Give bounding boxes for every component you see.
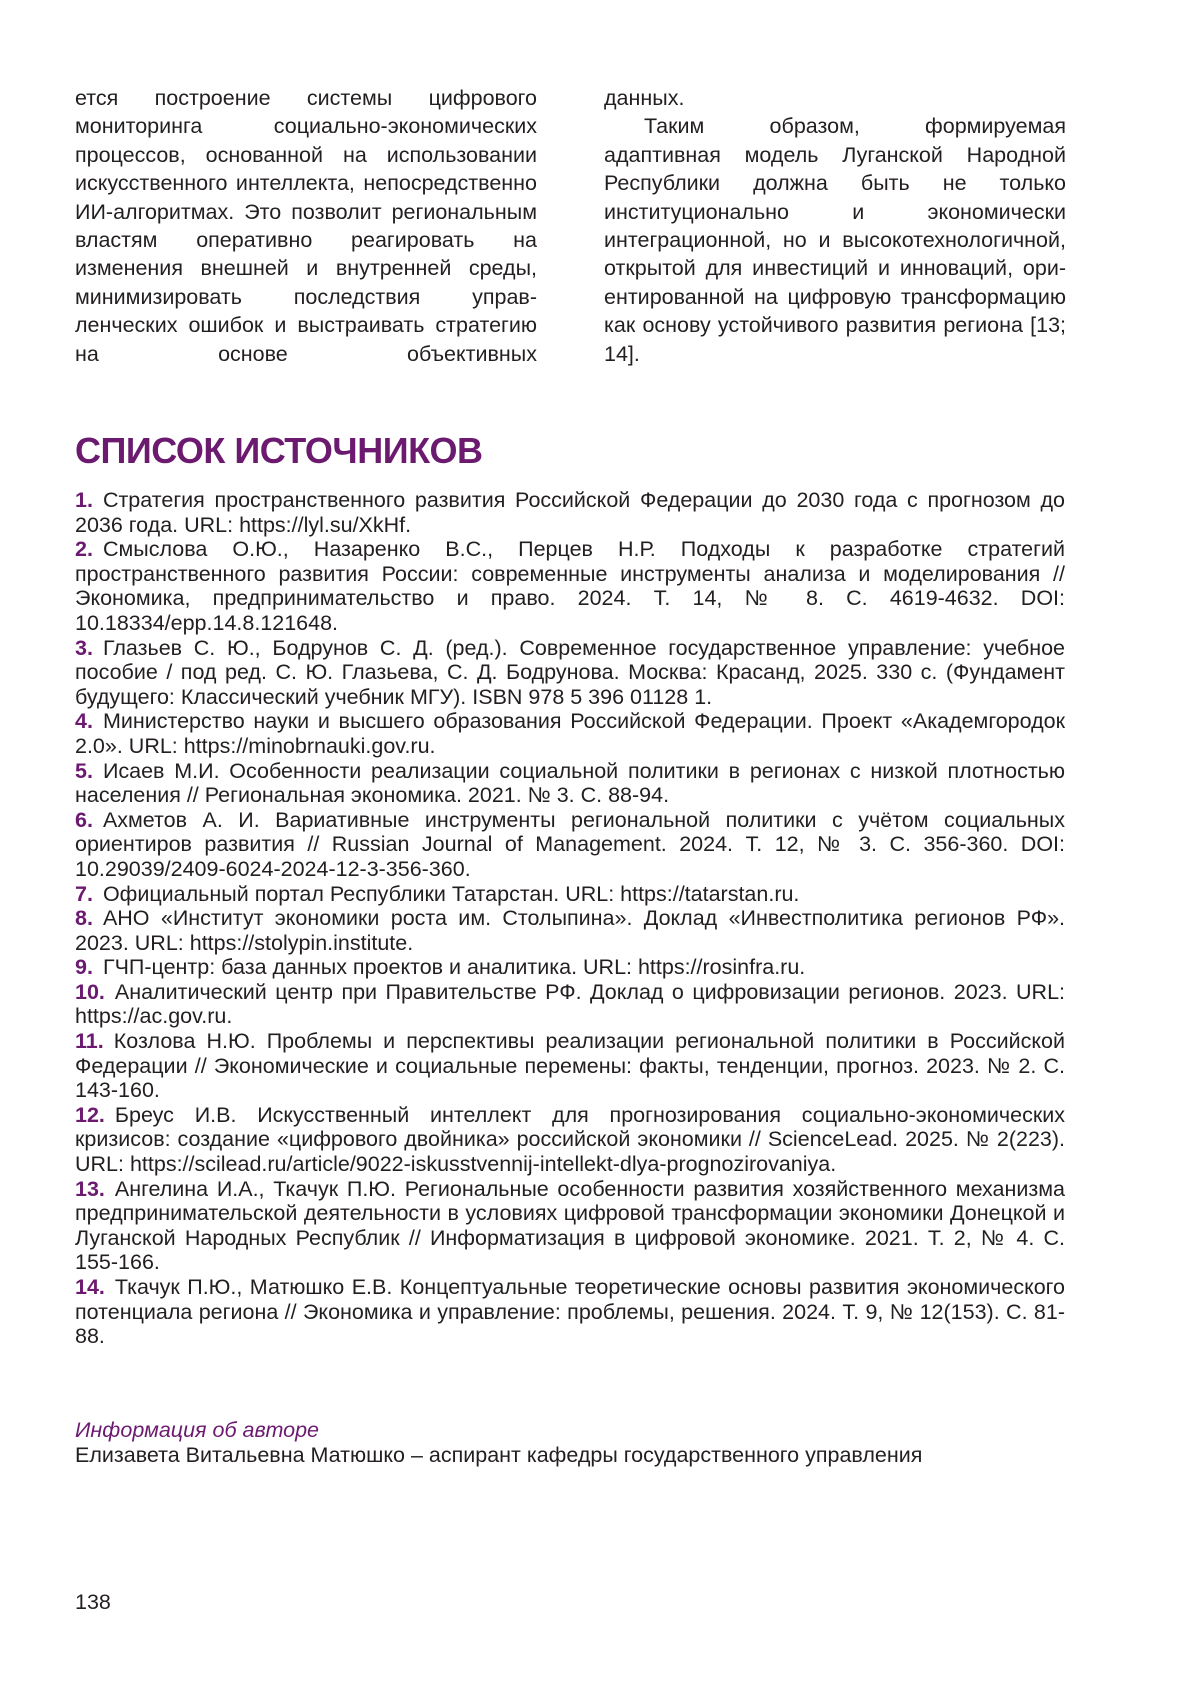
references-heading: СПИСОК ИСТОЧНИКОВ [75,430,483,471]
body-right-column [604,84,1066,368]
reference-item [75,537,1065,635]
reference-item [75,1177,1065,1275]
reference-number: 4. [75,709,93,734]
paragraph: Таким образом, формируемая адаптивная модель Луганской Народной Республики должна быть не только институционально и экономически интеграционной, но и высокотехнологичной, открытой для инвестиций и инноваций, ориентированной на цифровую трансформацию как основу устойчивого развития региона [13; 14]. [604,114,1066,366]
reference-text: Исаев М.И. Особенности реализации социальной политики в регионах с низкой плотностью населения // Региональная экономика. 2021. № 3. С. 88-94. [75,758,1065,808]
reference-number: 14. [75,1275,105,1299]
reference-item [75,906,1065,955]
reference-text: Бреус И.В. Искусственный интеллект для прогнозирования социально-экономических кризисов: создание «цифрового двойника» российской экономики // ScienceLead. 2025. № 2(223). URL: https://scilead.ru/article/9022-iskusstvennij-intellekt-dlya-prognozirovaniya. [75,1102,1065,1177]
reference-text: Стратегия пространственного развития Российской Федерации до 2030 года с прогнозом до 2036 года. URL: https://lyl.su/XkHf. [75,488,1065,537]
reference-text: АНО «Институт экономики роста им. Столыпина». Доклад «Инвестполитика регионов РФ». 2023. URL: https://stolypin.institute. [75,906,1065,955]
author-info-text: Елизавета Витальевна Матюшко – аспирант кафедры государственного управления [75,1442,923,1467]
reference-number: 6. [75,807,93,832]
reference-text: Министерство науки и высшего образования Российской Федерации. Проект «Академгородок 2.0». URL: https://minobrnauki.gov.ru. [75,709,1065,758]
paragraph: ется построение системы цифрового мониторинга социально-экономических процессов, основанной на использовании искусственного интеллекта, непосредственно ИИ-алгоритмах. Это позволит региональным властям оперативно реагировать на изменения внешней и внутренней среды, минимизировать последствия управленческих ошибок и выстраивать стратегию на основе объективных [75,86,537,366]
paragraph: данных. [604,86,685,110]
reference-number: 10. [75,979,105,1004]
reference-text: Козлова Н.Ю. Проблемы и перспективы реализации региональной политики в Российской Федерации // Экономические и социальные перемены: факты, тенденции, прогноз. 2023. № 2. С. 143-160. [75,1029,1065,1103]
reference-number: 2. [75,537,93,562]
reference-text: Ангелина И.А., Ткачук П.Ю. Региональные особенности развития хозяйственного механизма предпринимательской деятельности в условиях цифровой трансформации экономики Донецкой и Луганской Народных Республик // Информатизация в цифровой экономике. 2021. Т. 2, № 4. С. 155-166. [75,1176,1065,1275]
reference-number: 3. [75,635,93,660]
reference-number: 9. [75,955,93,980]
reference-item [75,488,1065,537]
reference-text: Ахметов А. И. Вариативные инструменты региональной политики с учётом социальных ориентиров развития // Russian Journal of Management. 2024. Т. 12, № 3. С. 356-360. DOI: 10.29039/2409-6024-2024-12-3-356-360. [75,807,1065,881]
author-info-heading: Информация об авторе [75,1418,319,1442]
reference-item [75,636,1065,710]
reference-number: 12. [75,1102,105,1127]
reference-item [75,808,1065,882]
reference-number: 7. [75,881,93,906]
reference-number: 5. [75,758,93,783]
reference-item [75,980,1065,1029]
reference-text: ГЧП-центр: база данных проектов и аналитика. URL: https://rosinfra.ru. [102,955,806,980]
reference-number: 11. [75,1029,104,1054]
reference-item [75,1275,1065,1349]
reference-text: Аналитический центр при Правительстве РФ. Доклад о цифровизации регионов. 2023. URL: https://ac.gov.ru. [75,979,1065,1029]
reference-item [75,759,1065,808]
reference-text: Ткачук П.Ю., Матюшко Е.В. Концептуальные теоретические основы развития экономического потенциала региона // Экономика и управление: проблемы, решения. 2024. Т. 9, № 12(153). С. 81-88. [75,1275,1065,1349]
reference-item [75,709,1065,758]
page-number: 138 [75,1590,111,1614]
reference-number: 1. [75,488,93,512]
reference-text: Смыслова О.Ю., Назаренко В.С., Перцев Н.Р. Подходы к разработке стратегий пространственного развития России: современные инструменты анализа и моделирования // Экономика, предпринимательство и право. 2024. Т. 14, № 8. С. 4619-4632. DOI: 10.18334/epp.14.8.121648. [75,537,1065,635]
reference-item [75,1029,1065,1103]
reference-text: Официальный портал Республики Татарстан. URL: https://tatarstan.ru. [102,881,800,906]
reference-item [75,1103,1065,1177]
reference-number: 13. [75,1176,105,1201]
references-list [75,488,1065,1349]
reference-text: Глазьев С. Ю., Бодрунов С. Д. (ред.). Современное государственное управление: учебное пособие / под ред. С. Ю. Глазьева, С. Д. Бодрунова. Москва: Красанд, 2025. 330 с. (Фундамент будущего: Классический учебник МГУ). ISBN 978 5 396 01128 1. [75,635,1065,709]
body-left-column [75,84,537,368]
reference-item [75,955,1065,980]
reference-number: 8. [75,906,93,931]
reference-item [75,882,1065,907]
author-info [75,1418,1065,1467]
